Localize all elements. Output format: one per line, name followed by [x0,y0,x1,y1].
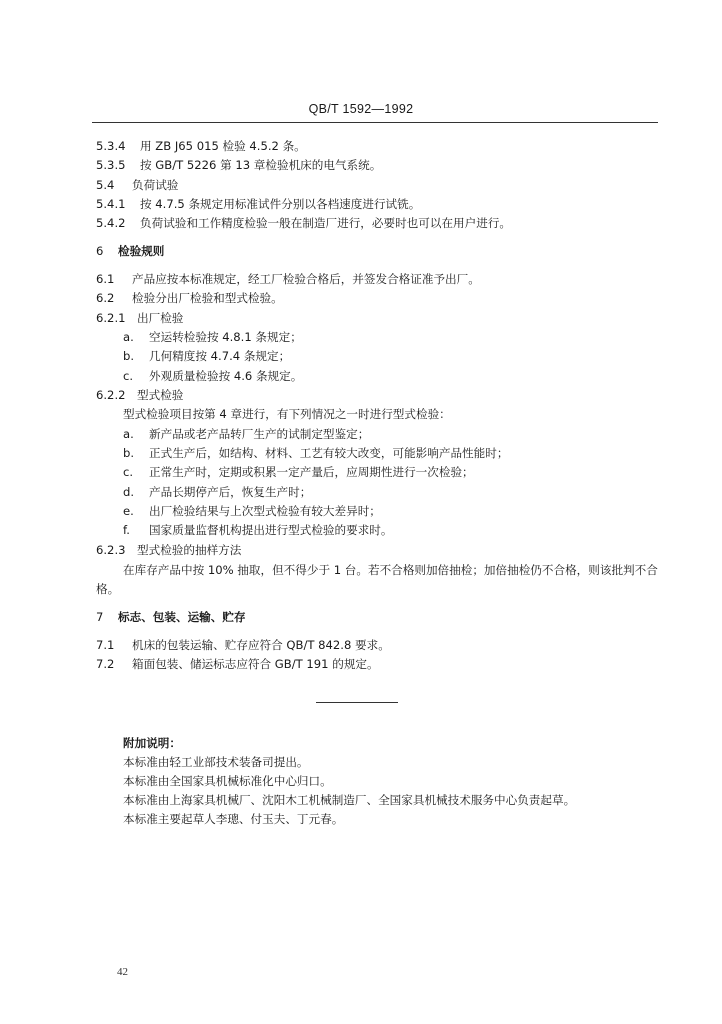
item-label: f. [123,523,130,537]
clause-6-2-3 [96,542,241,558]
list-item [123,522,392,538]
notes-title: 附加说明： [123,736,181,750]
item-text: 正常生产时，定期或积累一定产量后，应周期性进行一次检验； [149,465,474,479]
clause-number: 5.4.1 [96,197,126,211]
clause-number: 6.2 [96,291,115,305]
note-line: 本标准由全国家具机械标准化中心归口。 [123,774,332,788]
clause-number: 7.1 [96,638,115,652]
item-text: 国家质量监督机构提出进行型式检验的要求时。 [149,523,393,537]
list-item [123,426,369,442]
clause-7-2 [96,656,379,672]
list-item [123,503,381,519]
clause-number: 5.3.4 [96,139,126,153]
section-number: 7 [96,610,104,624]
clause-7-1 [96,637,390,653]
clause-number: 6.2.1 [96,311,126,325]
clause-5-4-1 [96,196,420,212]
clause-text: 负荷试验和工作精度检验一般在制造厂进行，必要时也可以在用户进行。 [140,216,512,230]
header-rule [92,122,658,123]
clause-number: 5.3.5 [96,158,126,172]
note-line: 本标准由上海家具机械厂、沈阳木工机械制造厂、全国家具机械技术服务中心负责起草。 [123,793,576,807]
clause-6-2 [96,290,283,306]
item-label: c. [123,465,134,479]
item-text: 几何精度按 4.7.4 条规定； [149,349,291,363]
clause-text: 机床的包装运输、贮存应符合 QB/T 842.8 要求。 [132,638,390,652]
clause-title: 型式检验的抽样方法 [137,543,242,557]
clause-6-2-2 [96,387,183,403]
section-number: 6 [96,244,104,258]
section-title: 检验规则 [118,244,165,258]
clause-text: 负荷试验 [132,178,179,192]
note-line: 本标准由轻工业部技术装备司提出。 [123,755,309,769]
clause-number: 6.1 [96,272,115,286]
list-item [123,445,508,461]
clause-5-4-2 [96,215,511,231]
note-line: 本标准主要起草人李璁、付玉夫、丁元春。 [123,812,344,826]
clause-number: 6.2.3 [96,543,126,557]
list-item [123,484,311,500]
clause-number: 5.4 [96,178,115,192]
clause-text: 按 GB/T 5226 第 13 章检验机床的电气系统。 [140,158,382,172]
clause-paragraph: 在库存产品中按 10% 抽取，但不得少于 1 台。若不合格则加倍抽检；加倍抽检仍不合格，则该批判不合格。 [96,563,658,596]
clause-6-1 [96,271,480,287]
section-6-heading [96,243,164,259]
clause-number: 5.4.2 [96,216,126,230]
item-text: 新产品或老产品转厂生产的试制定型鉴定； [149,427,370,441]
clause-text: 箱面包装、储运标志应符合 GB/T 191 的规定。 [132,657,379,671]
item-label: a. [123,427,134,441]
clause-text: 用 ZB J65 015 检验 4.5.2 条。 [140,139,306,153]
item-text: 空运转检验按 4.8.1 条规定； [149,330,302,344]
item-label: a. [123,330,134,344]
item-text: 产品长期停产后，恢复生产时； [149,485,312,499]
item-text: 外观质量检验按 4.6 条规定。 [149,369,303,383]
section-7-heading [96,609,246,625]
clause-title: 出厂检验 [137,311,184,325]
list-item [123,368,302,384]
list-item [123,464,474,480]
standard-code-header: QB/T 1592—1992 [308,102,414,116]
clause-text: 产品应按本标准规定，经工厂检验合格后，并签发合格证准予出厂。 [132,272,480,286]
clause-5-4 [96,177,178,193]
item-label: d. [123,485,135,499]
section-title: 标志、包装、运输、贮存 [118,610,246,624]
end-separator [316,702,398,703]
clause-text: 按 4.7.5 条规定用标准试件分别以各档速度进行试铣。 [140,197,421,211]
list-item [123,348,290,364]
item-text: 出厂检验结果与上次型式检验有较大差异时； [149,504,381,518]
clause-5-3-5 [96,157,381,173]
clause-number: 6.2.2 [96,388,126,402]
item-label: b. [123,349,135,363]
clause-title: 型式检验 [137,388,184,402]
page-number: 42 [117,966,128,978]
clause-number: 7.2 [96,657,115,671]
list-item [123,329,302,345]
clause-text: 检验分出厂检验和型式检验。 [132,291,283,305]
item-label: b. [123,446,135,460]
clause-5-3-4 [96,138,306,154]
clause-6-2-1 [96,310,183,326]
clause-intro: 型式检验项目按第 4 章进行，有下列情况之一时进行型式检验： [123,407,451,421]
item-text: 正式生产后，如结构、材料、工艺有较大改变，可能影响产品性能时； [149,446,509,460]
item-label: e. [123,504,134,518]
item-label: c. [123,369,134,383]
